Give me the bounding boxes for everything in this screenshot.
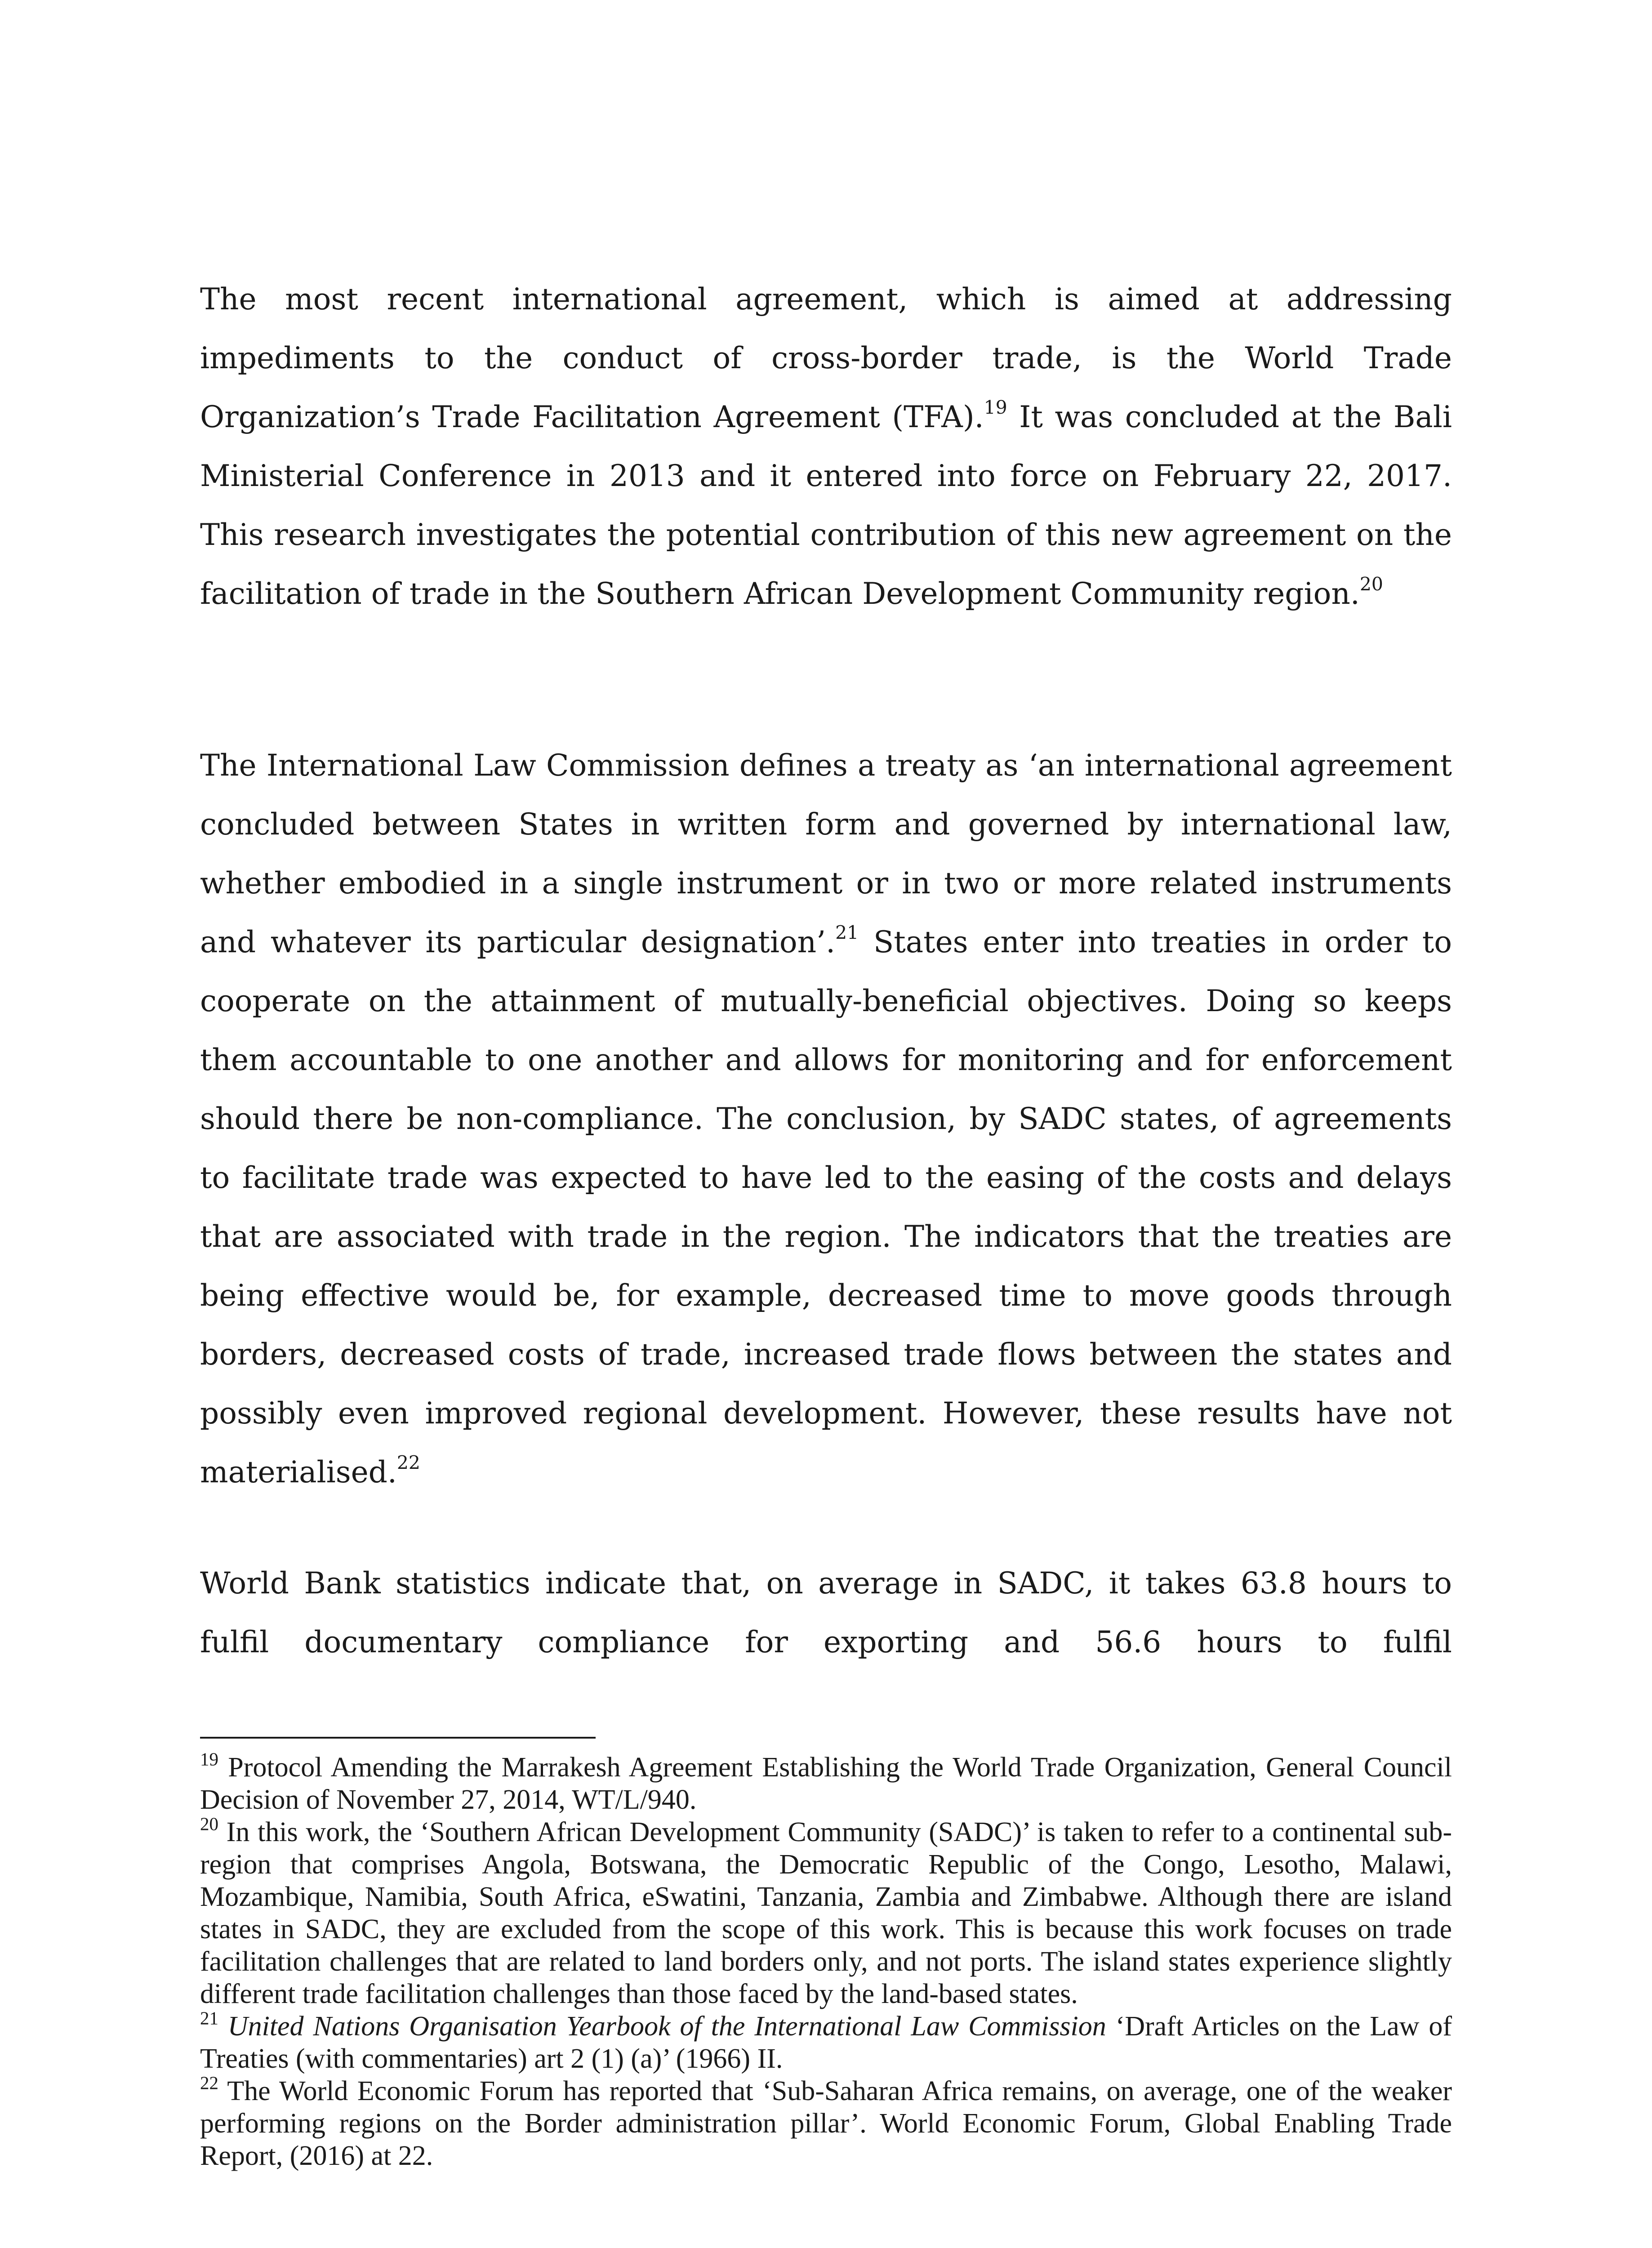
footnote-text: Protocol Amending the Marrakesh Agreement Establishing the World Trade Organization, General Council Decision of November 27, 2014, WT/L/940.: [200, 1752, 1452, 1815]
footnote-22: [200, 2075, 1452, 2172]
footnote-ref-21[interactable]: 21: [835, 922, 859, 944]
paragraph-text: The most recent international agreement, which is aimed at addressing impediments to the conduct of cross-border trade, is the World Trade Organization’s Trade Facilitation Agreement (TFA).: [200, 282, 1452, 434]
paragraph-text: It was concluded at the Bali Ministerial Conference in 2013 and it entered into force on February 22, 2017. This research investigates the potential contribution of this new agreement on the facilitation of trade in the Southern African Development Community region.: [200, 400, 1452, 611]
footnote-number: 19: [200, 1749, 218, 1770]
paragraph-text: The International Law Commission defines a treaty as ‘an international agreement concluded between States in written form and governed by international law, whether embodied in a single instrument or in two or more related instruments and whatever its particular designation’.: [200, 748, 1452, 959]
footnote-text: In this work, the ‘Southern African Development Community (SADC)’ is taken to refer to a continental sub-region that comprises Angola, Botswana, the Democratic Republic of the Congo, Lesotho, Malawi, Mozambique, Namibia, South Africa, eSwatini, Tanzania, Zambia and Zimbabwe. Although there are island states in SADC, they are excluded from the scope of this work. This is because this work focuses on trade facilitation challenges that are related to land borders only, and not ports. The island states experience slightly different trade facilitation challenges than those faced by the land-based states.: [200, 1817, 1452, 2009]
paragraph-world-bank-statistics: [200, 1554, 1452, 1672]
footnote-separator: [200, 1737, 596, 1739]
footnote-ref-19[interactable]: 19: [984, 397, 1007, 419]
footnote-number: 21: [200, 2008, 218, 2029]
footnote-20: [200, 1816, 1452, 2010]
footnote-number: 20: [200, 1814, 218, 1834]
footnote-number: 22: [200, 2073, 218, 2093]
footnote-ref-22[interactable]: 22: [396, 1452, 420, 1474]
footnote-text: The World Economic Forum has reported that ‘Sub-Saharan Africa remains, on average, one of the weaker performing regions on the Border administration pillar’. World Economic Forum, Global Enabling Trade Report, (2016) at 22.: [200, 2076, 1452, 2171]
footnote-ref-20[interactable]: 20: [1359, 573, 1383, 595]
paragraph-text: World Bank statistics indicate that, on average in SADC, it takes 63.8 hours to fulfil documentary compliance for exporting and 56.6 hours to fulfil: [200, 1566, 1452, 1659]
paragraph-text: States enter into treaties in order to cooperate on the attainment of mutually-beneficial objectives. Doing so keeps them accountable to one another and allows for monitoring and for enforcement should there be non-compliance. The conclusion, by SADC states, of agreements to facilitate trade was expected to have led to the easing of the costs and delays that are associated with trade in the region. The indicators that the treaties are being effective would be, for example, decreased time to move goods through borders, decreased costs of trade, increased trade flows between the states and possibly even improved regional development. However, these results have not materialised.: [200, 925, 1452, 1490]
footnote-italic-title: United Nations Organisation Yearbook of the International Law Commission: [218, 2011, 1106, 2042]
paragraph-treaty-definition: [200, 736, 1452, 1502]
paragraph-tfa-intro: [200, 270, 1452, 623]
footnote-text: ‘Draft Articles on the Law of Treaties (with commentaries) art 2 (1) (a)’ (1966) II.: [200, 2011, 1452, 2074]
footnotes: [200, 1751, 1452, 2172]
footnote-19: [200, 1751, 1452, 1816]
footnote-21: [200, 2010, 1452, 2075]
